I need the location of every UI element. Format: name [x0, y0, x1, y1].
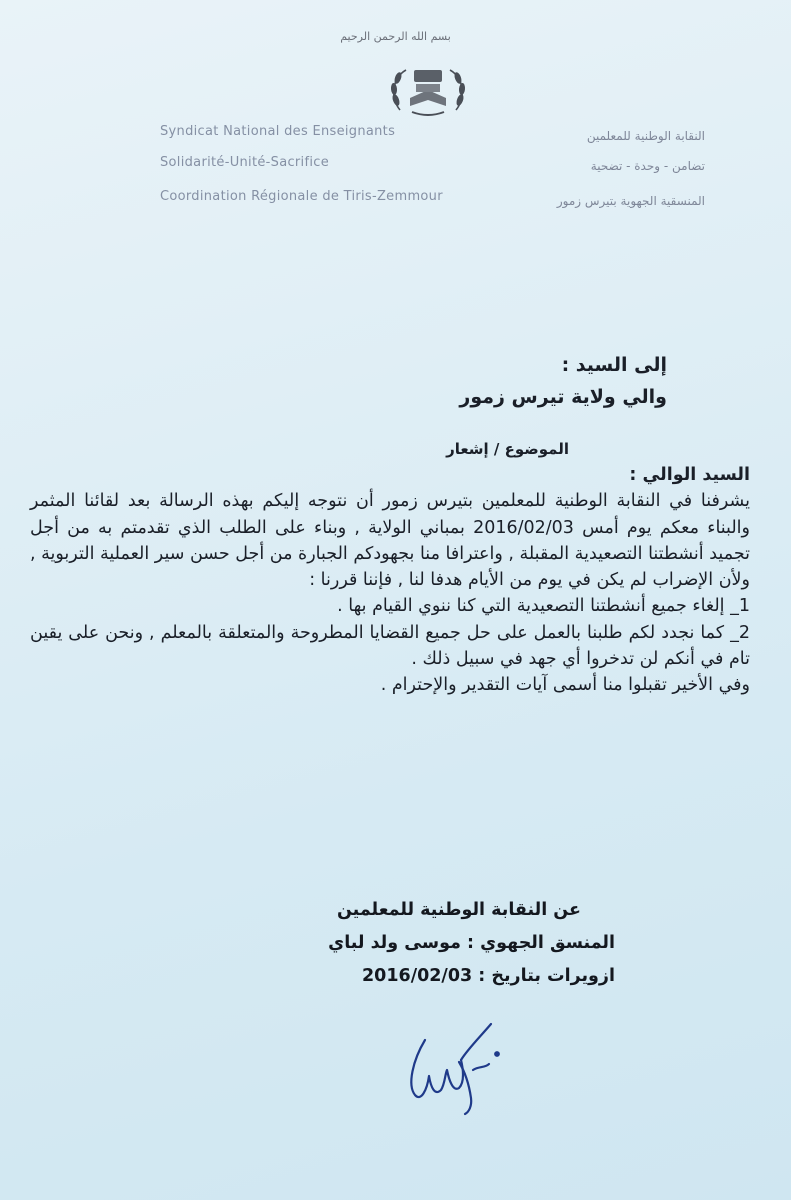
ar-regional-coordination: المنسقية الجهوية بتيرس زمور — [556, 194, 705, 208]
ar-motto: تضامن - وحدة - تضحية — [590, 159, 705, 173]
fr-regional-coordination: Coordination Régionale de Tiris-Zemmour — [160, 189, 443, 204]
fr-union-name: Syndicat National des Enseignants — [160, 124, 396, 139]
body-paragraph: يشرفنا في النقابة الوطنية للمعلمين بتيرس زمور أن نتوجه إليكم بهذه الرسالة بعد لقائنا المثمر والبناء معكم يوم أمس 2016/02/03 بمباني الولاية , وبناء على الطلب الذي تقدمتم به من أجل تجميد أنشطتنا التصعيدية المقبلة , واعترافا منا بجهودكم الجبارة من أجل حسن سير العملية التربوية , ولأن الإضراب لم يكن في يوم من الأيام هدفا لنا , فإننا قررنا : — [30, 491, 750, 591]
decision-item-1: 1_ إلغاء جميع أنشطتنا التصعيدية التي كنا ننوي القيام بها . — [337, 596, 750, 617]
decision-item-2: 2_ كما نجدد لكم طلبنا بالعمل على حل جميع القضايا المطروحة والمتعلقة بالمعلم , ونحن على يقين تام في أنكم لن تدخروا أي جهد في سبيل ذلك . — [30, 622, 750, 670]
signature-place-date: ازويرات بتاريخ : 2016/02/03 — [361, 966, 615, 986]
union-emblem-logo — [386, 62, 470, 124]
ar-union-name: النقابة الوطنية للمعلمين — [586, 129, 705, 143]
subject-line: الموضوع / إشعار — [446, 440, 569, 458]
addressee-to: إلى السيد : — [561, 354, 667, 376]
basmala: بسم الله الرحمن الرحيم — [340, 30, 451, 43]
fr-motto: Solidarité-Unité-Sacrifice — [160, 155, 329, 170]
signature-org: عن النقابة الوطنية للمعلمين — [336, 900, 581, 920]
addressee-title: والي ولاية تيرس زمور — [459, 386, 667, 408]
salutation: السيد الوالي : — [629, 465, 750, 485]
closing-line: وفي الأخير تقبلوا منا أسمى آيات التقدير والإحترام . — [380, 675, 750, 696]
letter-body — [30, 462, 750, 699]
handwritten-signature — [395, 1010, 515, 1120]
signature-coordinator: المنسق الجهوي : موسى ولد لباي — [328, 933, 615, 953]
